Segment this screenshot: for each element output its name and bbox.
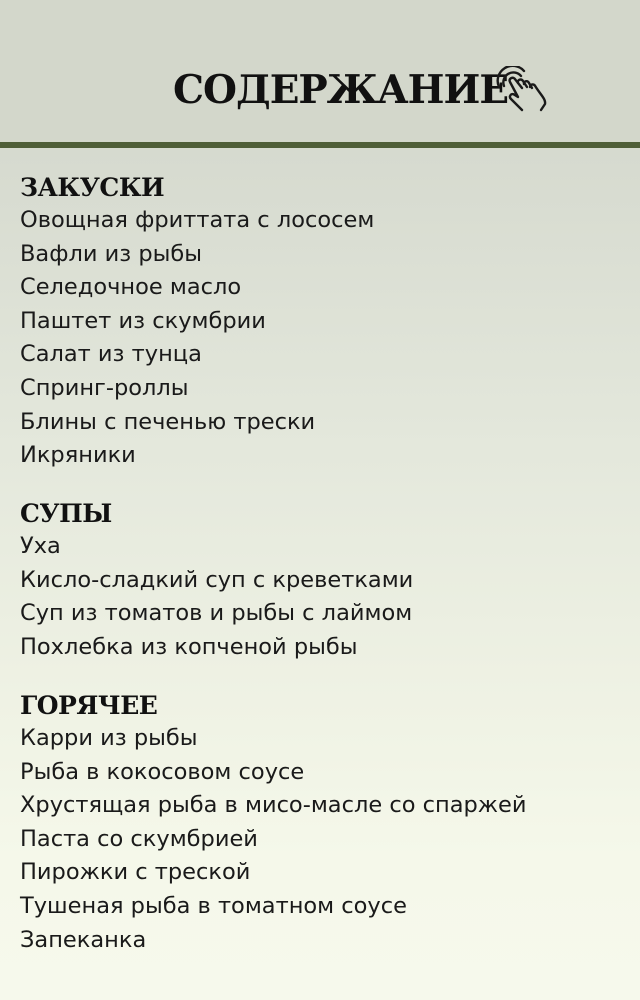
menu-item[interactable]: Запеканка — [20, 926, 147, 953]
menu-item[interactable]: Вафли из рыбы — [20, 240, 203, 267]
menu-item[interactable]: Блины с печенью трески — [20, 408, 316, 435]
menu-item[interactable]: Спринг-роллы — [20, 374, 189, 401]
menu-item[interactable]: Салат из тунца — [20, 341, 202, 368]
menu-item[interactable]: Пирожки с треской — [20, 859, 251, 886]
menu-item[interactable]: Хрустящая рыба в мисо-масле со спаржей — [20, 792, 527, 819]
menu-item[interactable]: Суп из томатов и рыбы с лаймом — [20, 600, 413, 627]
section-hot-dishes — [20, 690, 630, 957]
tap-hand-icon[interactable] — [496, 66, 554, 114]
menu-item[interactable]: Карри из рыбы — [20, 725, 198, 751]
menu-item[interactable]: Рыба в кокосовом соусе — [20, 758, 305, 785]
section-title: ГОРЯЧЕЕ — [20, 691, 158, 720]
menu-item[interactable]: Уха — [20, 533, 61, 559]
section-soups — [20, 498, 630, 664]
menu-item[interactable]: Похлебка из копченой рыбы — [20, 633, 358, 660]
menu-item[interactable]: Икряники — [20, 442, 136, 469]
menu-item[interactable]: Селедочное масло — [20, 274, 242, 301]
section-title: ЗАКУСКИ — [20, 173, 165, 202]
page-title: СОДЕРЖАНИЕ — [173, 67, 509, 113]
section-appetizers — [20, 172, 630, 473]
menu-item[interactable]: Овощная фриттата с лососем — [20, 207, 375, 233]
page-header — [0, 0, 640, 142]
menu-item[interactable]: Паста со скумбрией — [20, 825, 258, 852]
menu-item[interactable]: Паштет из скумбрии — [20, 307, 266, 334]
menu-item[interactable]: Тушеная рыба в томатном соусе — [20, 892, 407, 919]
section-title: СУПЫ — [20, 499, 112, 528]
menu-item[interactable]: Кисло-сладкий суп с креветками — [20, 566, 414, 593]
header-divider — [0, 142, 640, 148]
